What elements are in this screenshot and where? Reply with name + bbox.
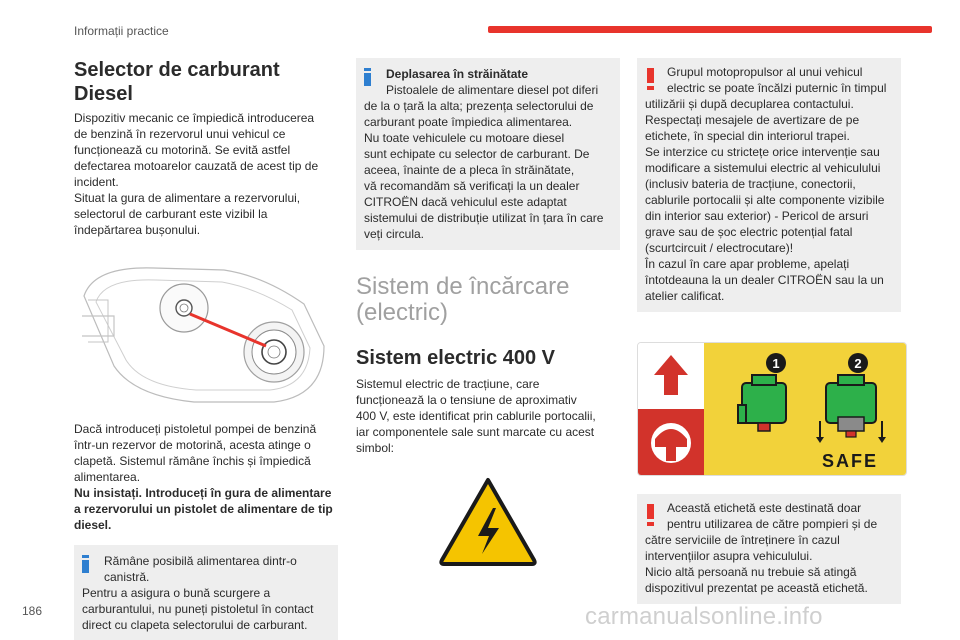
text-line: Nu toate vehiculele cu motoare diesel — [364, 131, 565, 145]
text-line: de la o țară la alta; prezența selectorului de — [364, 99, 594, 113]
label-badge-1: 1 — [772, 356, 780, 371]
text-line: defectarea motoarelor cauzată de acest tip de — [74, 159, 319, 173]
battery-disconnect-device-1 — [738, 375, 786, 431]
warning-box-firefighters — [637, 494, 901, 604]
text-line: electric se poate încălzi puternic în timpul — [667, 81, 887, 95]
firefighter-helmet-icon — [651, 423, 691, 463]
text-line: Se interzice cu strictețe orice intervenție sau — [645, 145, 880, 159]
text-line: atelier calificat. — [645, 289, 725, 303]
info-box-abroad — [356, 58, 620, 250]
text-line: funcționează la o tensiune de aproximativ — [356, 393, 577, 407]
text-line: 400 V, este identificat prin cablurile portocalii, — [356, 409, 596, 423]
text-line: Dacă introduceți pistoletul pompei de benzină — [74, 422, 317, 436]
text-line: selectorul de carburant este vizibil la — [74, 207, 268, 221]
text-line: pentru utilizarea de către pompieri și de — [667, 517, 878, 531]
text-line: Sistemul electric de tracțiune, care — [356, 377, 540, 391]
header-section-label: Informații practice — [74, 24, 169, 38]
info-icon — [82, 555, 89, 573]
text-line: intervențiilor asupra vehiculului. — [645, 549, 813, 563]
text-line: clapetă. Sistemul rămâne închis și împiedică — [74, 454, 311, 468]
fuel-filler-selector-illustration — [74, 256, 338, 406]
warning-icon — [647, 504, 655, 526]
text-line: Pentru a asigura o bună scurgere a — [82, 586, 271, 600]
section-title-line: Sistem de încărcare — [356, 273, 570, 300]
text-line: etichete, în special din interiorul trapei. — [645, 129, 850, 143]
petrol-nozzle-paragraph — [74, 421, 338, 533]
text-line: Rămâne posibilă alimentarea dintr-o — [104, 554, 297, 568]
text-line: vă recomandăm să verificați la un dealer — [364, 179, 580, 193]
text-line: direct cu clapeta selectorului de carburant. — [82, 618, 308, 632]
text-line: Situat la gura de alimentare a rezervorului, — [74, 191, 301, 205]
text-line: aceea, înainte de a pleca în străinătate, — [364, 163, 575, 177]
charging-section-title — [356, 274, 620, 326]
firefighter-safety-label — [637, 342, 907, 476]
text-line: de benzină în rezervorul unui vehicul ce — [74, 127, 286, 141]
text-line: În cazul în care apar probleme, apelați — [645, 257, 850, 271]
info-box-canister — [74, 545, 338, 640]
safe-label-text: SAFE — [821, 451, 879, 471]
text-line: Pistoalele de alimentare diesel pot diferi — [386, 83, 599, 97]
bold-text-line: a rezervorului un pistolet de alimentare de tip — [74, 502, 333, 516]
electric-system-subtitle: Sistem electric 400 V — [356, 347, 556, 369]
text-line: carburantului, nu puneți pistoletul în contact — [82, 602, 314, 616]
text-line: într-un rezervor de motorină, acesta atinge o — [74, 438, 311, 452]
text-line: Nicio altă persoană nu trebuie să atingă — [645, 565, 857, 579]
text-line: iar componentele sale sunt marcate cu acest — [356, 425, 595, 439]
diesel-selector-title: Selector de carburant Diesel — [74, 59, 280, 105]
text-line: grave sau de șoc electric potențial fatal — [645, 225, 853, 239]
column-diesel-selector — [74, 58, 338, 640]
text-line: utilizării și după decuplarea contactului. — [645, 97, 854, 111]
text-line: simbol: — [356, 441, 395, 455]
header-accent-bar — [488, 26, 932, 33]
text-line: funcționează cu motorină. Se evită astfel — [74, 143, 291, 157]
text-line: (inclusiv bateria de tracțiune, conectorii, — [645, 177, 856, 191]
safety-label-graphic — [638, 343, 907, 476]
info-box-heading: Deplasarea în străinătate — [386, 67, 529, 81]
warning-box-powertrain — [637, 58, 901, 312]
text-line: carburant poate împiedica alimentarea. — [364, 115, 573, 129]
text-line: Această etichetă este destinată doar — [667, 501, 862, 515]
electric-system-paragraph — [356, 376, 620, 456]
text-line: canistră. — [104, 570, 150, 584]
text-line: sunt echipate cu selector de carburant. De — [364, 147, 590, 161]
text-line: cablurile portocalii și alte componente vizibile — [645, 193, 885, 207]
column-warnings — [637, 58, 901, 604]
text-line: incident. — [74, 175, 119, 189]
text-line: veți circula. — [364, 227, 425, 241]
text-line: Grupul motopropulsor al unui vehicul — [667, 65, 863, 79]
text-line: Respectați mesajele de avertizare de pe — [645, 113, 860, 127]
text-line: întotdeauna la un dealer CITROËN sau la un — [645, 273, 884, 287]
text-line: sistemului de distribuție utilizat în țara în care — [364, 211, 604, 225]
label-badge-2: 2 — [854, 356, 862, 371]
text-line: Dispozitiv mecanic ce împiedică introducerea — [74, 111, 315, 125]
text-line: alimentarea. — [74, 470, 141, 484]
text-line: modificare a sistemului electric al vehiculului — [645, 161, 881, 175]
high-voltage-icon — [356, 476, 620, 566]
text-line: îndepărtarea bușonului. — [74, 223, 201, 237]
text-line: (scurtcircuit / electrocutare)! — [645, 241, 794, 255]
bold-text-line: diesel. — [74, 518, 112, 532]
section-title-line: (electric) — [356, 299, 449, 326]
text-line: din interior sau exterior) - Pericol de arsuri — [645, 209, 869, 223]
text-line: CITROËN dacă vehiculul este adaptat — [364, 195, 567, 209]
page-number: 186 — [22, 604, 43, 618]
diesel-intro-paragraph — [74, 110, 338, 238]
text-line: dispozitivul prezentat pe această etichetă. — [645, 581, 868, 595]
column-charging-system — [356, 58, 620, 571]
text-line: către serviciile de întreținere în cazul — [645, 533, 840, 547]
watermark: carmanualsonline.info — [585, 603, 823, 630]
bold-text-line: Nu insistați. Introduceți în gura de alimentare — [74, 486, 332, 500]
warning-icon — [647, 68, 655, 90]
info-icon — [364, 68, 371, 86]
